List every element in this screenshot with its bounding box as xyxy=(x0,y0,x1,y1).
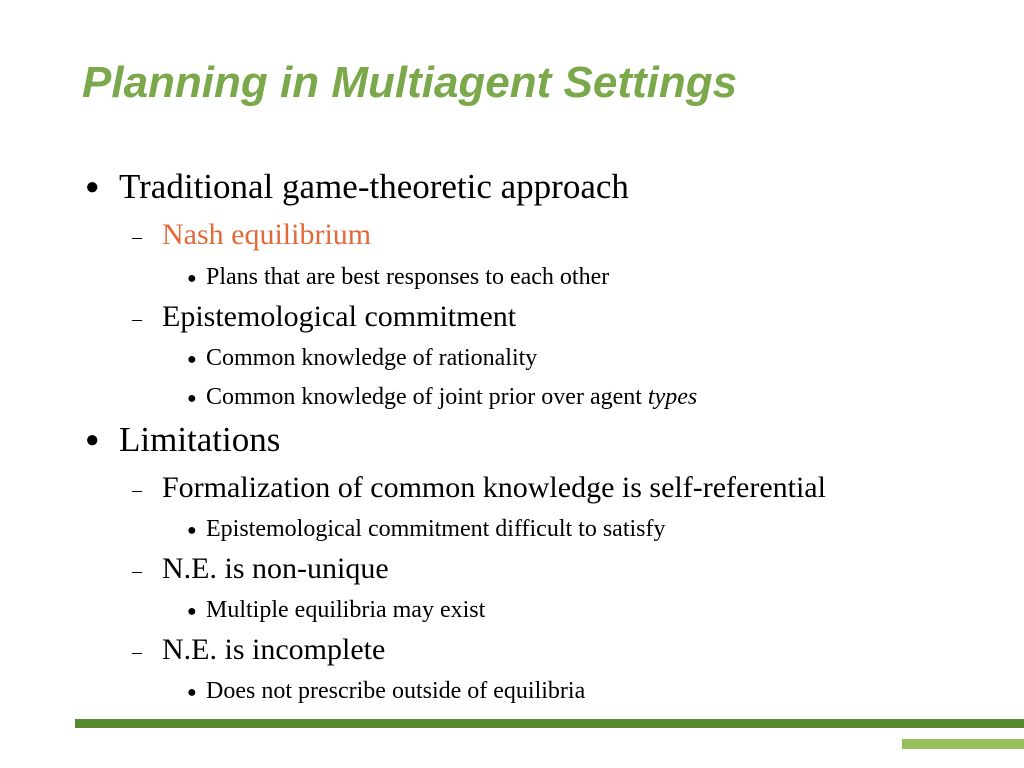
sub-sub-bullet-difficult-to-satisfy xyxy=(187,515,666,543)
bullet-traditional-approach xyxy=(85,167,629,207)
bullet-text: Limitations xyxy=(119,420,281,459)
sub-bullet-nash-equilibrium xyxy=(132,217,372,253)
sub-bullet-epistemological-commitment xyxy=(132,299,517,335)
bullet-text: N.E. is non-unique xyxy=(162,552,389,585)
bullet-text: N.E. is incomplete xyxy=(162,633,386,666)
sub-bullet-formalization xyxy=(132,470,826,506)
bullet-dot-icon: ● xyxy=(187,603,197,620)
bullet-text: Formalization of common knowledge is self-referential xyxy=(162,471,826,504)
sub-sub-bullet-outside-equilibria xyxy=(187,677,586,705)
dash-icon: – xyxy=(132,479,142,501)
bullet-text: Does not prescribe outside of equilibria xyxy=(206,678,586,704)
sub-sub-bullet-joint-prior xyxy=(187,383,698,411)
sub-sub-bullet-rationality xyxy=(187,344,538,372)
bullet-dot-icon: ● xyxy=(187,684,197,701)
decorative-bar-dark xyxy=(75,719,1024,728)
dash-icon: – xyxy=(132,641,142,663)
bullet-dot-icon: ● xyxy=(85,427,100,453)
bullet-limitations xyxy=(85,420,281,460)
slide-title: Planning in Multiagent Settings xyxy=(82,58,738,107)
dash-icon: – xyxy=(132,560,142,582)
bullet-text: Multiple equilibria may exist xyxy=(206,597,486,623)
sub-sub-bullet-multiple-equilibria xyxy=(187,596,486,624)
bullet-dot-icon: ● xyxy=(187,270,197,287)
bullet-text: Nash equilibrium xyxy=(162,218,372,251)
bullet-emphasis: types xyxy=(647,384,698,410)
dash-icon: – xyxy=(132,226,142,248)
sub-bullet-non-unique xyxy=(132,551,389,587)
dash-icon: – xyxy=(132,308,142,330)
bullet-text: Epistemological commitment difficult to satisfy xyxy=(206,516,666,542)
bullet-dot-icon: ● xyxy=(85,174,100,200)
bullet-dot-icon: ● xyxy=(187,522,197,539)
bullet-text: Plans that are best responses to each other xyxy=(206,264,610,290)
bullet-text: Common knowledge of joint prior over agent xyxy=(206,384,648,410)
sub-sub-bullet-best-responses xyxy=(187,263,610,291)
bullet-dot-icon: ● xyxy=(187,351,197,368)
sub-bullet-incomplete xyxy=(132,632,386,668)
decorative-bar-light xyxy=(902,739,1024,749)
bullet-text: Epistemological commitment xyxy=(162,300,517,333)
bullet-text: Traditional game-theoretic approach xyxy=(119,167,629,206)
bullet-dot-icon: ● xyxy=(187,390,197,407)
bullet-text: Common knowledge of rationality xyxy=(206,345,538,371)
